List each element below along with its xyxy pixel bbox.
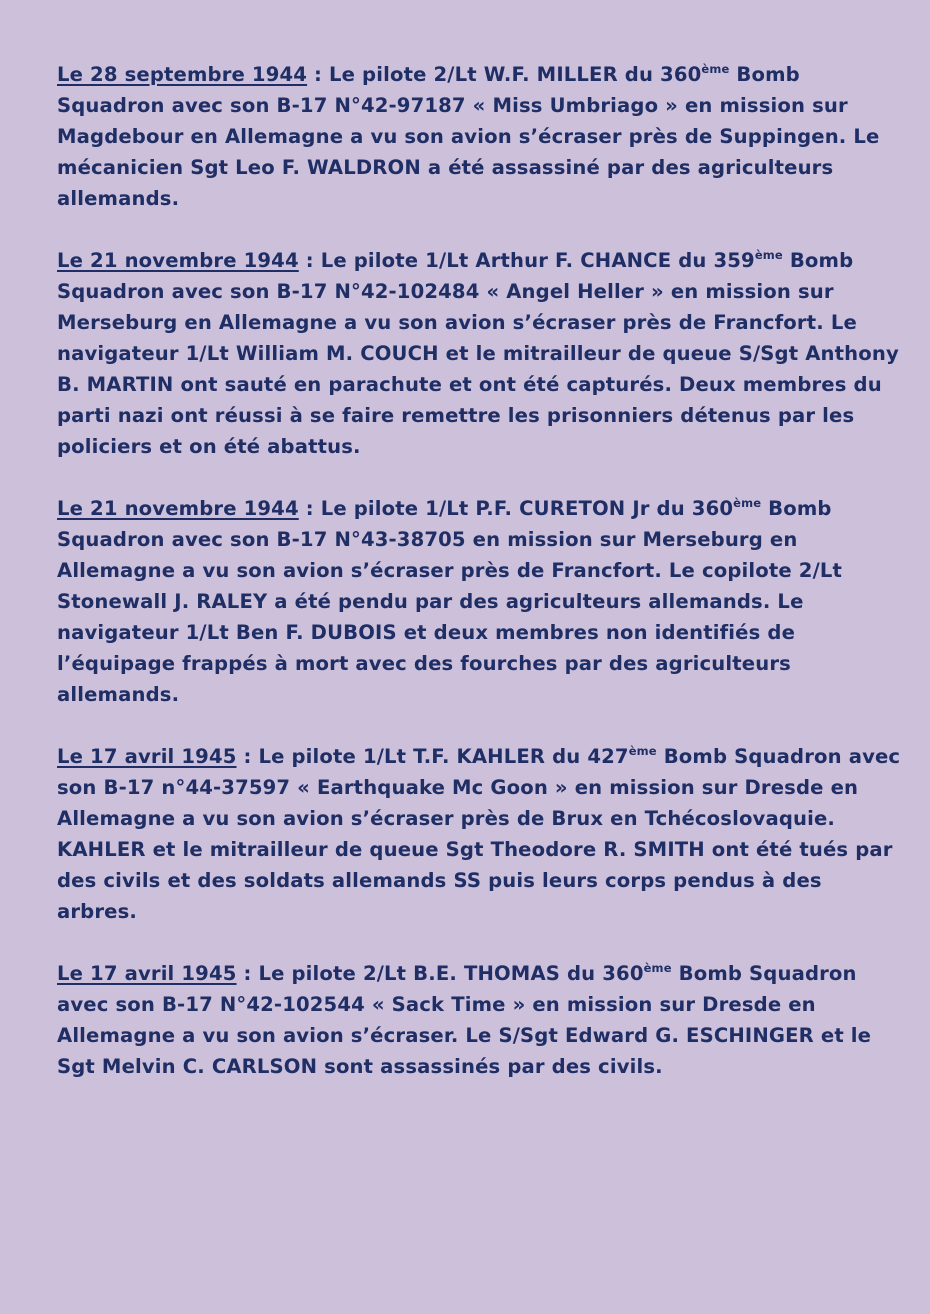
entry-2	[57, 245, 907, 462]
ordinal-suffix: ème	[701, 62, 730, 76]
entry-1	[57, 59, 907, 214]
entry-4	[57, 741, 907, 927]
entry-text-body: Bomb Squadron avec son B-17 n°44-37597 « Earthquake Mc Goon » en mission sur Dresde en Allemagne a vu son avion s’écraser près de Brux en Tchécoslovaquie. KAHLER et le mitrailleur de queue Sgt Theodore R. SMITH ont été tués par des civils et des soldats allemands SS puis leurs corps pendus à des arbres.	[57, 745, 901, 923]
entry-text-body: Bomb Squadron avec son B-17 N°42-97187 « Miss Umbriago » en mission sur Magdebour en Allemagne a vu son avion s’écraser près de Suppingen. Le mécanicien Sgt Leo F. WALDRON a été assassiné par des agriculteurs allemands.	[57, 63, 880, 210]
ordinal-suffix: ème	[643, 961, 672, 975]
entry-text-lead: : Le pilote 2/Lt B.E. THOMAS du 360	[236, 962, 644, 985]
ordinal-suffix: ème	[628, 744, 657, 758]
ordinal-suffix: ème	[733, 496, 762, 510]
entry-date: Le 28 septembre 1944	[57, 63, 308, 86]
entry-text-lead: : Le pilote 1/Lt Arthur F. CHANCE du 359	[298, 249, 755, 272]
entry-date: Le 17 avril 1945	[57, 962, 237, 985]
entry-text-body: Bomb Squadron avec son B-17 N°42-102484 « Angel Heller » en mission sur Merseburg en Allemagne a vu son avion s’écraser près de Francfort. Le navigateur 1/Lt William M. COUCH et le mitrailleur de queue S/Sgt Anthony B. MARTIN ont sauté en parachute et ont été capturés. Deux membres du parti nazi ont réussi à se faire remettre les prisonniers détenus par les policiers et on été abattus.	[57, 249, 899, 458]
entry-date: Le 21 novembre 1944	[57, 249, 299, 272]
entry-5	[57, 958, 907, 1082]
entry-text-lead: : Le pilote 2/Lt W.F. MILLER du 360	[307, 63, 702, 86]
entry-date: Le 21 novembre 1944	[57, 497, 299, 520]
entry-3	[57, 493, 907, 710]
ordinal-suffix: ème	[754, 248, 783, 262]
entry-text-lead: : Le pilote 1/Lt T.F. KAHLER du 427	[236, 745, 629, 768]
entry-text-body: Bomb Squadron avec son B-17 N°42-102544 « Sack Time » en mission sur Dresde en Allemagne a vu son avion s’écraser. Le S/Sgt Edward G. ESCHINGER et le Sgt Melvin C. CARLSON sont assassinés par des civils.	[57, 962, 872, 1078]
entry-date: Le 17 avril 1945	[57, 745, 237, 768]
entry-text-body: Bomb Squadron avec son B-17 N°43-38705 en mission sur Merseburg en Allemagne a vu son avion s’écraser près de Francfort. Le copilote 2/Lt Stonewall J. RALEY a été pendu par des agriculteurs allemands. Le navigateur 1/Lt Ben F. DUBOIS et deux membres non identifiés de l’équipage frappés à mort avec des fourches par des agriculteurs allemands.	[57, 497, 843, 706]
document-page	[57, 59, 907, 1113]
entry-text-lead: : Le pilote 1/Lt P.F. CURETON Jr du 360	[298, 497, 734, 520]
